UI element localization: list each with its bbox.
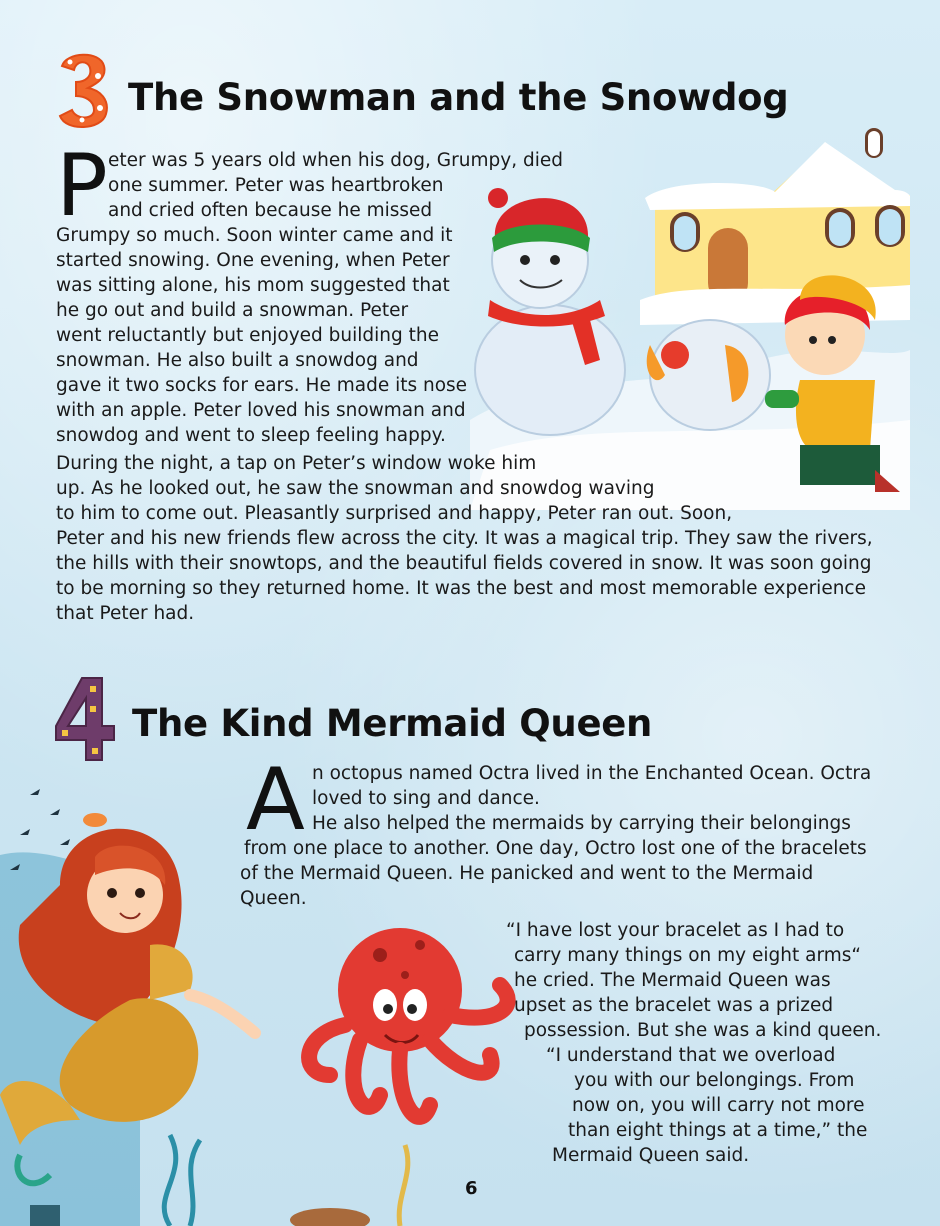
story4-line: now on, you will carry not more: [572, 1095, 865, 1116]
story3-line: the hills with their snowtops, and the beautiful fields covered in snow. It was soon going: [56, 553, 872, 574]
story3-line: he go out and build a snowman. Peter: [56, 300, 409, 321]
story4-line: Queen.: [240, 888, 307, 909]
story4-line: he cried. The Mermaid Queen was: [514, 970, 831, 991]
story3-line: that Peter had.: [56, 603, 195, 624]
story4-line: you with our belongings. From: [574, 1070, 855, 1091]
drop-cap-p: P: [56, 136, 108, 236]
story4-line: “I have lost your bracelet as I had to: [506, 920, 845, 941]
story3-line: Peter and his new friends flew across the city. It was a magical trip. They saw the rivers,: [56, 528, 873, 549]
story4-line: n octopus named Octra lived in the Enchanted Ocean. Octra: [312, 763, 872, 784]
story3-line: Grumpy so much. Soon winter came and it: [56, 225, 453, 246]
story3-line: eter was 5 years old when his dog, Grumpy, died: [108, 150, 563, 171]
story3-line: snowman. He also built a snowdog and: [56, 350, 419, 371]
story4-body-a: [240, 761, 871, 911]
story3-line: to be morning so they returned home. It was the best and most memorable experience: [56, 578, 866, 599]
story3-line: snowdog and went to sleep feeling happy.: [56, 425, 446, 446]
story3-body: [56, 148, 873, 626]
story3-line: During the night, a tap on Peter’s window woke him: [56, 453, 537, 474]
story4-line: from one place to another. One day, Octro lost one of the bracelets: [244, 838, 867, 859]
number-three-icon: [52, 48, 116, 132]
story3-line: to him to come out. Pleasantly surprised and happy, Peter ran out. Soon,: [56, 503, 733, 524]
story4-line: of the Mermaid Queen. He panicked and went to the Mermaid: [240, 863, 814, 884]
page-number: 6: [465, 1178, 478, 1199]
number-four-icon: [52, 676, 124, 762]
story3-line: was sitting alone, his mom suggested that: [56, 275, 450, 296]
story4-line: upset as the bracelet was a prized: [514, 995, 834, 1016]
story3-line: up. As he looked out, he saw the snowman and snowdog waving: [56, 478, 655, 499]
story3-line: gave it two socks for ears. He made its nose: [56, 375, 468, 396]
story3-line: one summer. Peter was heartbroken: [108, 175, 444, 196]
story3-line: and cried often because he missed: [108, 200, 433, 221]
story4-line: than eight things at a time,” the: [568, 1120, 868, 1141]
drop-cap-a: A: [246, 750, 305, 850]
story4-line: carry many things on my eight arms“: [514, 945, 862, 966]
story4-line: loved to sing and dance.: [312, 788, 540, 809]
story4-line: possession. But she was a kind queen.: [524, 1020, 882, 1041]
story3-line: with an apple. Peter loved his snowman and: [56, 400, 466, 421]
story4-line: “I understand that we overload: [546, 1045, 836, 1066]
story4-body-b: [506, 918, 881, 1168]
story4-line: He also helped the mermaids by carrying their belongings: [312, 813, 851, 834]
story-title: The Snowman and the Snowdog: [128, 76, 789, 119]
story-title: The Kind Mermaid Queen: [132, 702, 653, 745]
story3-line: went reluctantly but enjoyed building the: [56, 325, 439, 346]
story4-line: Mermaid Queen said.: [552, 1145, 750, 1166]
story3-line: started snowing. One evening, when Peter: [56, 250, 450, 271]
